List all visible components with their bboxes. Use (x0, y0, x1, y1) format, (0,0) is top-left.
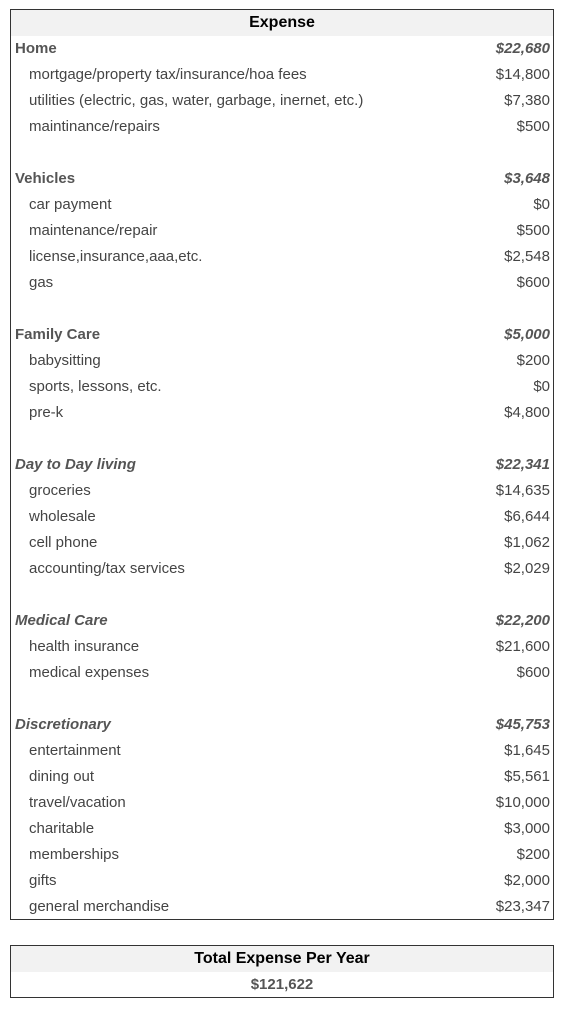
category-row-home (11, 36, 553, 62)
expense-item-row (11, 868, 553, 894)
expense-item-value: $1,062 (504, 534, 550, 551)
expense-item-row (11, 842, 553, 868)
expense-item-row (11, 400, 553, 426)
category-total: $45,753 (495, 716, 550, 733)
expense-item-value: $14,635 (495, 482, 550, 499)
expense-item-row (11, 530, 553, 556)
expense-item-row (11, 374, 553, 400)
expense-item-value: $600 (516, 664, 550, 681)
category-label: Home (15, 40, 57, 57)
expense-item-label: dining out (29, 768, 95, 785)
category-total: $22,200 (495, 612, 550, 629)
expense-item-label: travel/vacation (29, 794, 126, 811)
expense-item-label: sports, lessons, etc. (29, 378, 162, 395)
expense-item-row (11, 790, 553, 816)
expense-item-row (11, 88, 553, 114)
expense-item-row (11, 660, 553, 686)
expense-item-row (11, 218, 553, 244)
expense-item-label: mortgage/property tax/insurance/hoa fees (29, 66, 307, 83)
expense-item-value: $600 (516, 274, 550, 291)
expense-item-row (11, 556, 553, 582)
expense-item-row (11, 816, 553, 842)
total-expense-table (10, 945, 554, 998)
category-row-day-to-day-living (11, 452, 553, 478)
expense-item-label: car payment (29, 196, 112, 213)
expense-item-value: $500 (516, 118, 550, 135)
expense-item-row (11, 894, 553, 920)
expense-item-label: cell phone (29, 534, 98, 551)
expense-item-value: $23,347 (495, 898, 550, 915)
category-total: $3,648 (504, 170, 550, 187)
expense-item-value: $21,600 (495, 638, 550, 655)
section-spacer (11, 426, 553, 452)
category-label: Discretionary (15, 716, 111, 733)
expense-item-label: babysitting (29, 352, 101, 369)
expense-body (11, 36, 553, 920)
expense-item-value: $2,029 (504, 560, 550, 577)
expense-item-value: $3,000 (504, 820, 550, 837)
category-total: $22,341 (495, 456, 550, 473)
expense-item-row (11, 192, 553, 218)
expense-item-label: license,insurance,aaa,etc. (29, 248, 203, 265)
expense-item-label: memberships (29, 846, 120, 863)
expense-item-label: maintinance/repairs (29, 118, 160, 135)
expense-item-label: gas (29, 274, 54, 291)
expense-item-row (11, 114, 553, 140)
expense-item-value: $14,800 (495, 66, 550, 83)
total-expense-header: Total Expense Per Year (11, 946, 553, 972)
expense-item-row (11, 764, 553, 790)
category-total: $22,680 (495, 40, 550, 57)
expense-item-value: $0 (533, 378, 550, 395)
category-total: $5,000 (504, 326, 550, 343)
expense-item-row (11, 348, 553, 374)
expense-item-label: pre-k (29, 404, 64, 421)
category-row-vehicles (11, 166, 553, 192)
expense-item-value: $200 (516, 352, 550, 369)
expense-item-row (11, 738, 553, 764)
expense-item-label: charitable (29, 820, 95, 837)
category-label: Day to Day living (15, 456, 136, 473)
category-label: Medical Care (15, 612, 108, 629)
category-row-discretionary (11, 712, 553, 738)
category-row-family-care (11, 322, 553, 348)
section-spacer (11, 296, 553, 322)
expense-item-value: $2,548 (504, 248, 550, 265)
total-expense-value: $121,622 (250, 976, 314, 993)
expense-table (10, 9, 554, 920)
expense-item-row (11, 244, 553, 270)
category-row-medical-care (11, 608, 553, 634)
expense-item-value: $2,000 (504, 872, 550, 889)
expense-item-label: accounting/tax services (29, 560, 185, 577)
expense-item-row (11, 504, 553, 530)
expense-item-label: medical expenses (29, 664, 150, 681)
expense-item-label: groceries (29, 482, 91, 499)
expense-item-row (11, 634, 553, 660)
expense-item-value: $4,800 (504, 404, 550, 421)
expense-item-value: $500 (516, 222, 550, 239)
expense-item-label: utilities (electric, gas, water, garbage, inernet, etc.) (29, 92, 364, 109)
expense-item-label: maintenance/repair (29, 222, 158, 239)
expense-item-row (11, 62, 553, 88)
expense-item-label: health insurance (29, 638, 140, 655)
expense-item-value: $6,644 (504, 508, 550, 525)
expense-item-label: gifts (29, 872, 57, 889)
expense-header: Expense (11, 10, 553, 36)
expense-item-label: wholesale (29, 508, 96, 525)
expense-item-value: $10,000 (495, 794, 550, 811)
expense-item-label: entertainment (29, 742, 121, 759)
expense-item-label: general merchandise (29, 898, 170, 915)
expense-item-row (11, 270, 553, 296)
category-label: Family Care (15, 326, 101, 343)
section-spacer (11, 582, 553, 608)
section-spacer (11, 686, 553, 712)
expense-item-value: $0 (533, 196, 550, 213)
expense-item-value: $7,380 (504, 92, 550, 109)
category-label: Vehicles (15, 170, 76, 187)
section-spacer (11, 140, 553, 166)
expense-item-value: $200 (516, 846, 550, 863)
expense-item-value: $5,561 (504, 768, 550, 785)
expense-item-value: $1,645 (504, 742, 550, 759)
expense-item-row (11, 478, 553, 504)
